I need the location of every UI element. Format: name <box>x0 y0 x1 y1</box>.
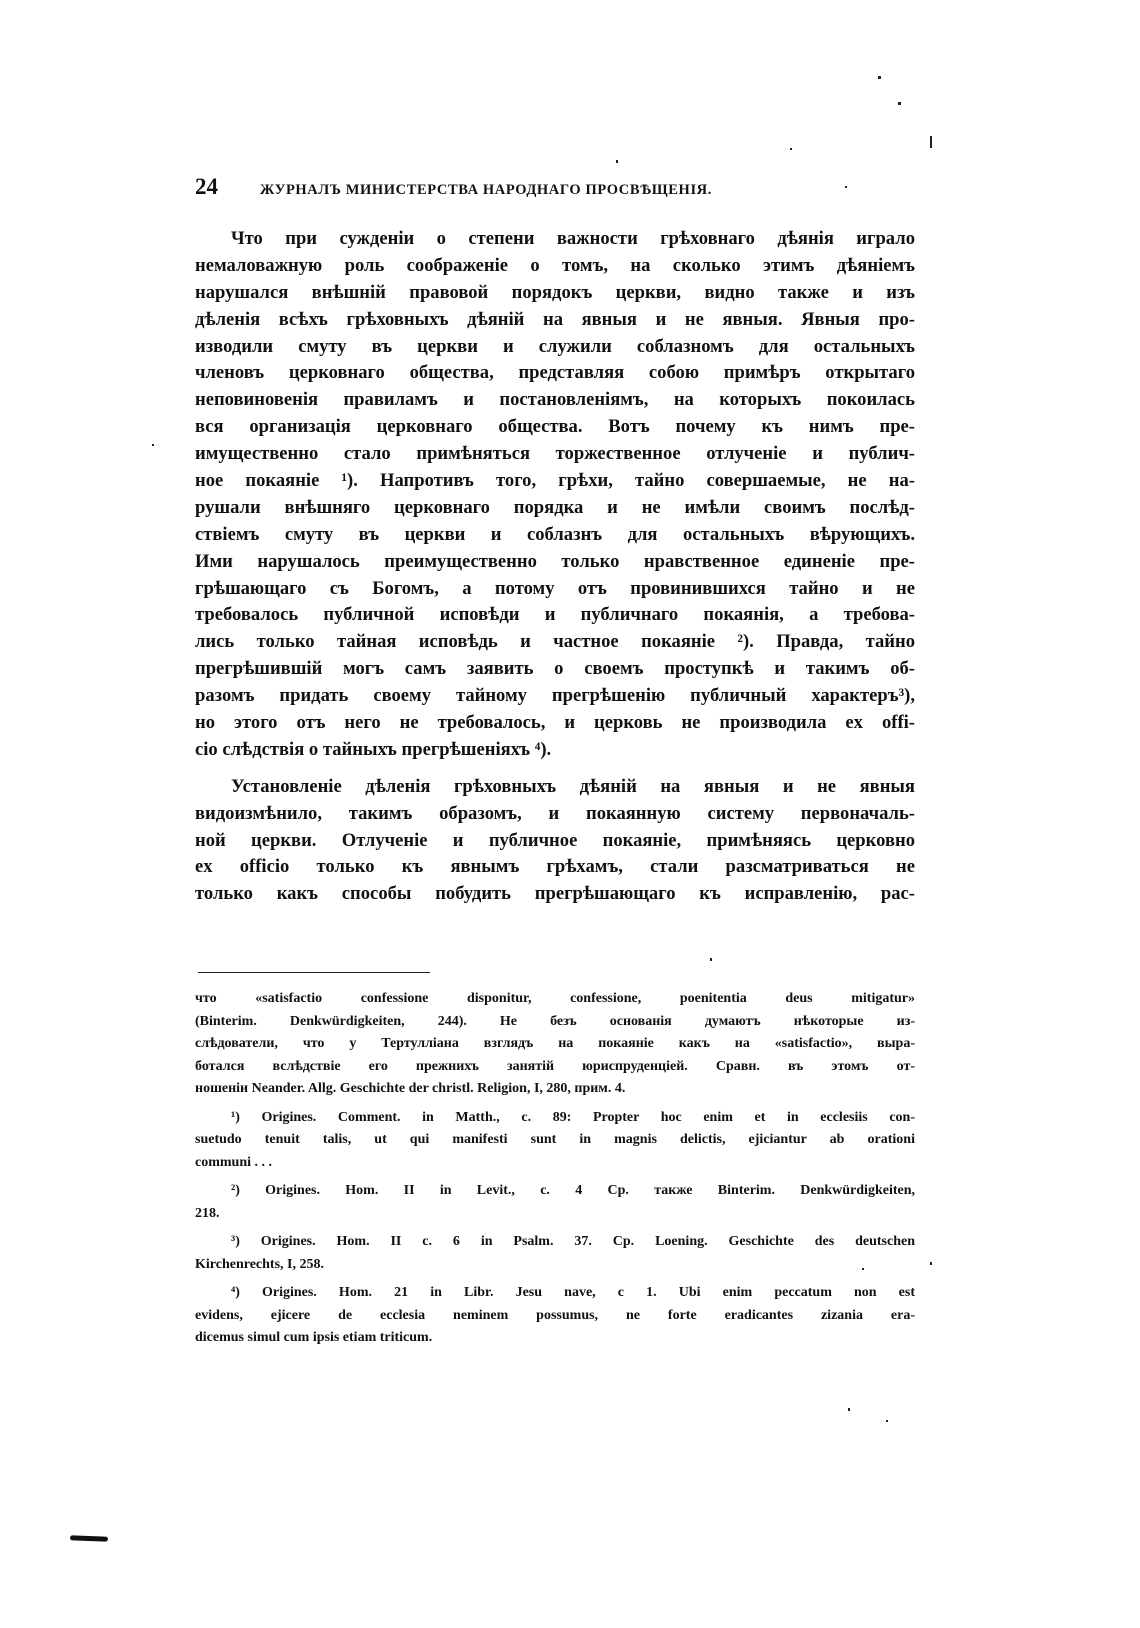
scan-edge-mark <box>70 1535 108 1541</box>
scan-speck <box>152 444 154 446</box>
text-line: членовъ церковнаго общества, представляя собою примѣръ открытаго <box>195 362 915 384</box>
text-line: разомъ придать своему тайному прегрѣшенію публичный характеръ³), <box>195 685 915 707</box>
footnote-line: suetudo tenuit talis, ut qui manifesti sunt in magnis delictis, ejiciantur ab orationi <box>195 1132 915 1147</box>
text-line: cio слѣдствія о тайныхъ прегрѣшеніяхъ ⁴). <box>195 738 552 760</box>
text-line: немаловажную роль соображеніе о томъ, на сколько этимъ дѣяніемъ <box>195 254 915 276</box>
text-line: ствіемъ смуту въ церкви и соблазнъ для остальныхъ вѣрующихъ. <box>195 523 915 545</box>
text-line: Что при сужденіи о степени важности грѣховнаго дѣянія играло <box>231 228 915 249</box>
scan-speck <box>930 1262 932 1265</box>
footnote-separator <box>198 972 430 973</box>
text-line: дѣленія всѣхъ грѣховныхъ дѣяній на явныя и не явныя. Явныя про- <box>195 308 915 330</box>
footnote-2 <box>195 1180 915 1225</box>
footnote-line: что «satisfactio confessione disponitur, confessione, poenitentia deus mitigatur» <box>195 991 915 1006</box>
footnote-line: слѣдователи, что у Тертулліана взглядъ на покаяніе какъ на «satisfactio», выра- <box>195 1036 915 1051</box>
footnote-line: ³) Origines. Hom. II c. 6 in Psalm. 37. Ср. Loening. Geschichte des deutschen <box>231 1234 915 1249</box>
footnote-line: ботался вслѣдствіе его прежнихъ занятій юриспруденціей. Сравн. въ этомъ от- <box>195 1058 915 1074</box>
footnotes <box>195 988 915 1350</box>
text-line: но этого отъ него не требовалось, и церковь не производила ex offi- <box>195 712 915 734</box>
footnote-line: ¹) Origines. Comment. in Matth., c. 89: Propter hoc enim et in ecclesiis con- <box>231 1109 915 1125</box>
footnote-line: Kirchenrechts, I, 258. <box>195 1256 324 1272</box>
text-line: прегрѣшившій могъ самъ заявить о своемъ проступкѣ и такимъ об- <box>195 658 915 680</box>
scan-speck <box>878 76 881 79</box>
text-line: Ими нарушалось преимущественно только нравственное единеніе пре- <box>195 550 915 572</box>
text-line: Установленіе дѣленія грѣховныхъ дѣяній на явныя и не явныя <box>231 775 915 797</box>
text-line: изводили смуту въ церкви и служили соблазномъ для остальныхъ <box>195 335 915 357</box>
main-text <box>195 226 915 908</box>
footnote-line: 218. <box>195 1205 220 1221</box>
text-line: неповиновенія правиламъ и постановленіямъ, на которыхъ покоилась <box>195 389 915 411</box>
footnote-line: ²) Origines. Hom. II in Levit., c. 4 Ср. также Binterim. Denkwürdigkeiten, <box>231 1183 915 1198</box>
text-line: рушали внѣшняго церковнаго порядка и не имѣли своимъ послѣд- <box>195 496 915 518</box>
text-line: нарушался внѣшній правовой порядокъ церкви, видно также и изъ <box>195 281 915 303</box>
paragraph-gap <box>195 764 915 774</box>
scan-speck <box>848 1408 850 1411</box>
scan-speck <box>930 136 932 148</box>
text-line: ex officio только къ явнымъ грѣхамъ, стали разсматриваться не <box>195 856 915 878</box>
page-number: 24 <box>195 174 218 199</box>
footnote-continuation <box>195 988 915 1101</box>
text-line: лись только тайная исповѣдь и частное покаяніе ²). Правда, тайно <box>195 631 915 653</box>
paragraph <box>195 226 915 764</box>
text-line: вся организація церковнаго общества. Вотъ почему къ нимъ пре- <box>195 416 915 438</box>
footnote-3 <box>195 1231 915 1276</box>
scan-speck <box>710 958 712 961</box>
footnote-line: communi . . . <box>195 1154 272 1170</box>
scan-speck <box>845 186 847 188</box>
text-line: ной церкви. Отлученіе и публичное покаяніе, примѣняясь церковно <box>195 829 915 851</box>
scan-speck <box>886 1420 888 1422</box>
footnote-4 <box>195 1282 915 1350</box>
footnote-line: ношеніи Neander. Allg. Geschichte der christl. Religion, I, 280, прим. 4. <box>195 1081 626 1096</box>
footnote-line: evidens, ejicere de ecclesia neminem possumus, ne forte eradicantes zizania era- <box>195 1307 915 1323</box>
footnote-1 <box>195 1107 915 1175</box>
running-title: ЖУРНАЛЪ МИНИСТЕРСТВА НАРОДНАГО ПРОСВѢЩЕНІЯ. <box>260 182 712 198</box>
text-line: имущественно стало примѣняться торжественное отлученіе и публич- <box>195 443 915 465</box>
text-line: требовалось публичной исповѣди и публичнаго покаянія, а требова- <box>195 604 915 626</box>
footnote-line: ⁴) Origines. Hom. 21 in Libr. Jesu nave, c 1. Ubi enim peccatum non est <box>231 1285 915 1300</box>
footnote-line: (Binterim. Denkwürdigkeiten, 244). Не безъ основанія думаютъ нѣкоторые из- <box>195 1013 915 1029</box>
text-line: только какъ способы побудить прегрѣшающаго къ исправленію, рас- <box>195 883 915 905</box>
page-header <box>195 174 915 204</box>
scan-speck <box>616 160 618 163</box>
paragraph <box>195 774 915 908</box>
text-line: ное покаяніе ¹). Напротивъ того, грѣхи, тайно совершаемые, не на- <box>195 470 915 492</box>
footnote-line: dicemus simul cum ipsis etiam triticum. <box>195 1330 433 1345</box>
scan-speck <box>898 102 901 105</box>
scan-speck <box>790 148 792 150</box>
text-line: видоизмѣнило, такимъ образомъ, и покаянную систему первоначаль- <box>195 802 915 824</box>
scan-speck <box>862 1268 864 1270</box>
text-line: грѣшающаго съ Богомъ, а потому отъ провинившихся тайно и не <box>195 577 915 599</box>
